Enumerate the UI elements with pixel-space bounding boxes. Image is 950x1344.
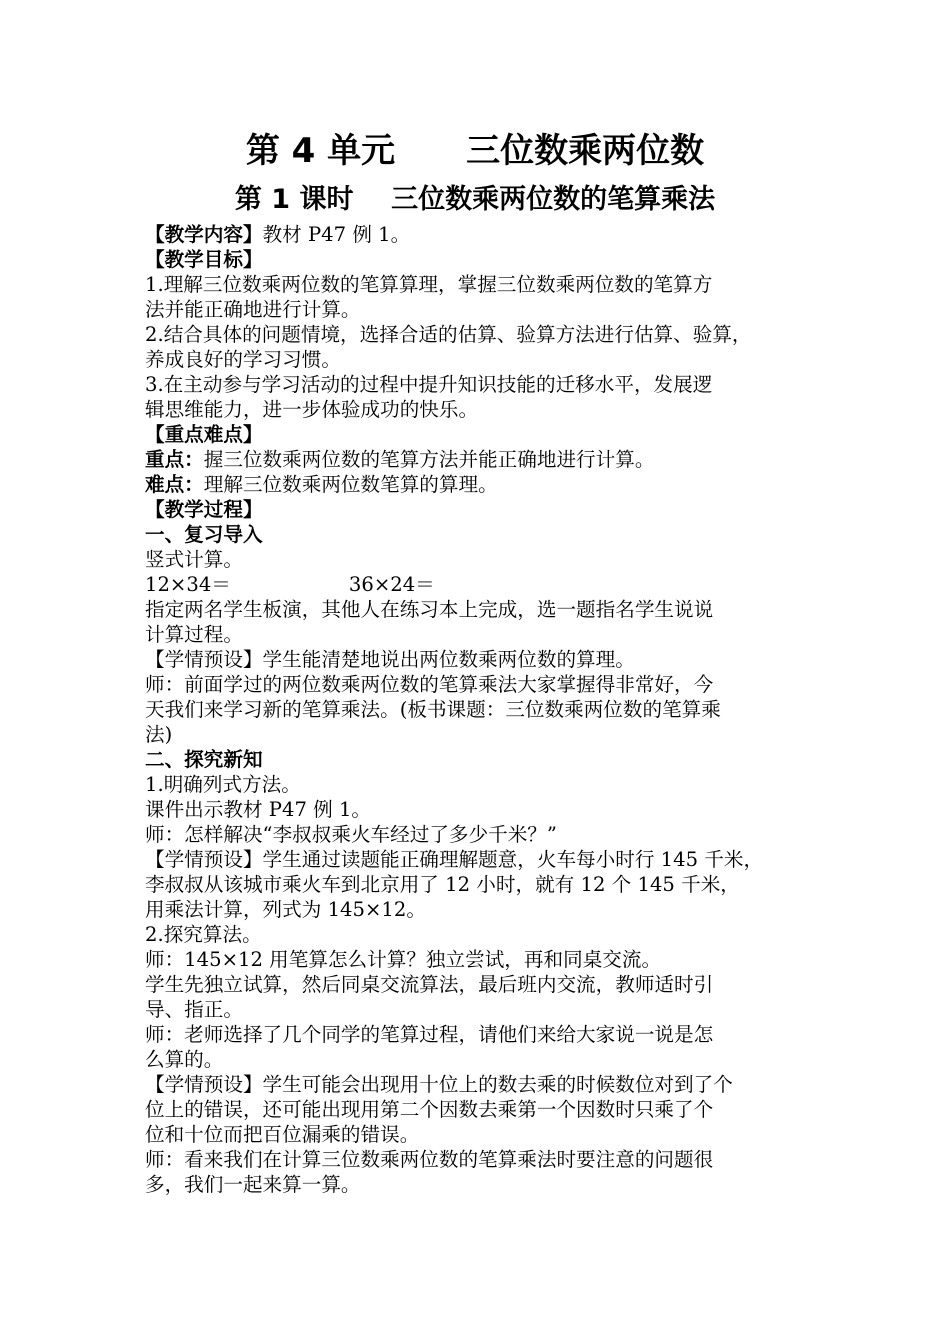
- section-1-expressions: [145, 572, 815, 597]
- key-point-line: [145, 447, 815, 472]
- goal-2-line-2: 养成良好的学习习惯。: [145, 348, 341, 371]
- teaching-content-line: [145, 222, 815, 247]
- section-2-line-1: 1.明确列式方法。: [145, 773, 301, 796]
- lesson-title: 第 1 课时 三位数乘两位数的笔算乘法: [234, 184, 716, 215]
- section-2-line-7b: 导、指正。: [145, 998, 243, 1021]
- key-point-label: 重点：: [145, 448, 204, 471]
- teaching-content-text: 教材 P47 例 1。: [262, 223, 411, 246]
- goal-1-line-2: 法并能正确地进行计算。: [145, 298, 361, 321]
- section-2-line-7a: 学生先独立试算，然后同桌交流算法，最后班内交流，教师适时引: [145, 973, 714, 996]
- section-1-line-3a: 指定两名学生板演，其他人在练习本上完成，选一题指名学生说说: [145, 598, 714, 621]
- section-2-line-5: 2.探究算法。: [145, 923, 262, 946]
- section-1-title: 一、复习导入: [145, 523, 263, 546]
- document-body: [145, 222, 815, 1197]
- goal-3-line-2: 辑思维能力，进一步体验成功的快乐。: [145, 398, 479, 421]
- unit-title: 第 4 单元 三位数乘两位数: [245, 131, 705, 171]
- goal-2-line-1: 2.结合具体的问题情境，选择合适的估算、验算方法进行估算、验算，: [145, 323, 752, 346]
- teaching-process-heading: 【教学过程】: [145, 498, 263, 521]
- section-2-line-10a: 师：看来我们在计算三位数乘两位数的笔算乘法时要注意的问题很: [145, 1148, 714, 1171]
- difficulty-line: [145, 472, 815, 497]
- section-2-line-10b: 多，我们一起来算一算。: [145, 1173, 361, 1196]
- key-point-text: 握三位数乘两位数的笔算方法并能正确地进行计算。: [203, 448, 655, 471]
- section-1-line-3b: 计算过程。: [145, 623, 243, 646]
- teaching-goals-heading: 【教学目标】: [145, 248, 263, 271]
- section-1-line-5b: 天我们来学习新的笔算乘法。(板书课题：三位数乘两位数的笔算乘: [145, 698, 721, 721]
- goal-3-line-1: 3.在主动参与学习活动的过程中提升知识技能的迁移水平，发展逻: [145, 373, 713, 396]
- section-2-line-4a: 【学情预设】学生通过读题能正确理解题意，火车每小时行 145 千米，: [145, 848, 764, 871]
- section-1-line-1: 竖式计算。: [145, 548, 243, 571]
- section-2-line-8b: 么算的。: [145, 1048, 224, 1071]
- difficulty-label: 难点：: [145, 473, 204, 496]
- teaching-content-label: 【教学内容】: [145, 223, 263, 246]
- goal-1-line-1: 1.理解三位数乘两位数的笔算算理，掌握三位数乘两位数的笔算方: [145, 273, 713, 296]
- section-2-line-9a: 【学情预设】学生可能会出现用十位上的数去乘的时候数位对到了个: [145, 1073, 733, 1096]
- section-1-line-5a: 师：前面学过的两位数乘两位数的笔算乘法大家掌握得非常好，今: [145, 673, 714, 696]
- difficulty-text: 理解三位数乘两位数笔算的算理。: [203, 473, 498, 496]
- section-2-line-8a: 师：老师选择了几个同学的笔算过程，请他们来给大家说一说是怎: [145, 1023, 714, 1046]
- section-2-line-9c: 位和十位而把百位漏乘的错误。: [145, 1123, 420, 1146]
- section-1-line-5c: 法): [145, 723, 173, 746]
- section-2-line-9b: 位上的错误，还可能出现用第二个因数去乘第一个因数时只乘了个: [145, 1098, 714, 1121]
- expression-1: 12×34＝: [145, 573, 231, 596]
- section-2-line-6: 师：145×12 用笔算怎么计算？独立尝试，再和同桌交流。: [145, 948, 662, 971]
- section-2-line-4b: 李叔叔从该城市乘火车到北京用了 12 小时，就有 12 个 145 千米，: [145, 873, 740, 896]
- expression-2: 36×24＝: [348, 573, 435, 596]
- section-2-line-2: 课件出示教材 P47 例 1。: [145, 798, 372, 821]
- section-2-line-3: 师：怎样解决“李叔叔乘火车经过了多少千米？”: [145, 823, 557, 846]
- section-1-line-4: 【学情预设】学生能清楚地说出两位数乘两位数的算理。: [145, 648, 635, 671]
- section-2-line-4c: 用乘法计算，列式为 145×12。: [145, 898, 426, 921]
- section-2-title: 二、探究新知: [145, 748, 263, 771]
- key-difficulty-heading: 【重点难点】: [145, 423, 263, 446]
